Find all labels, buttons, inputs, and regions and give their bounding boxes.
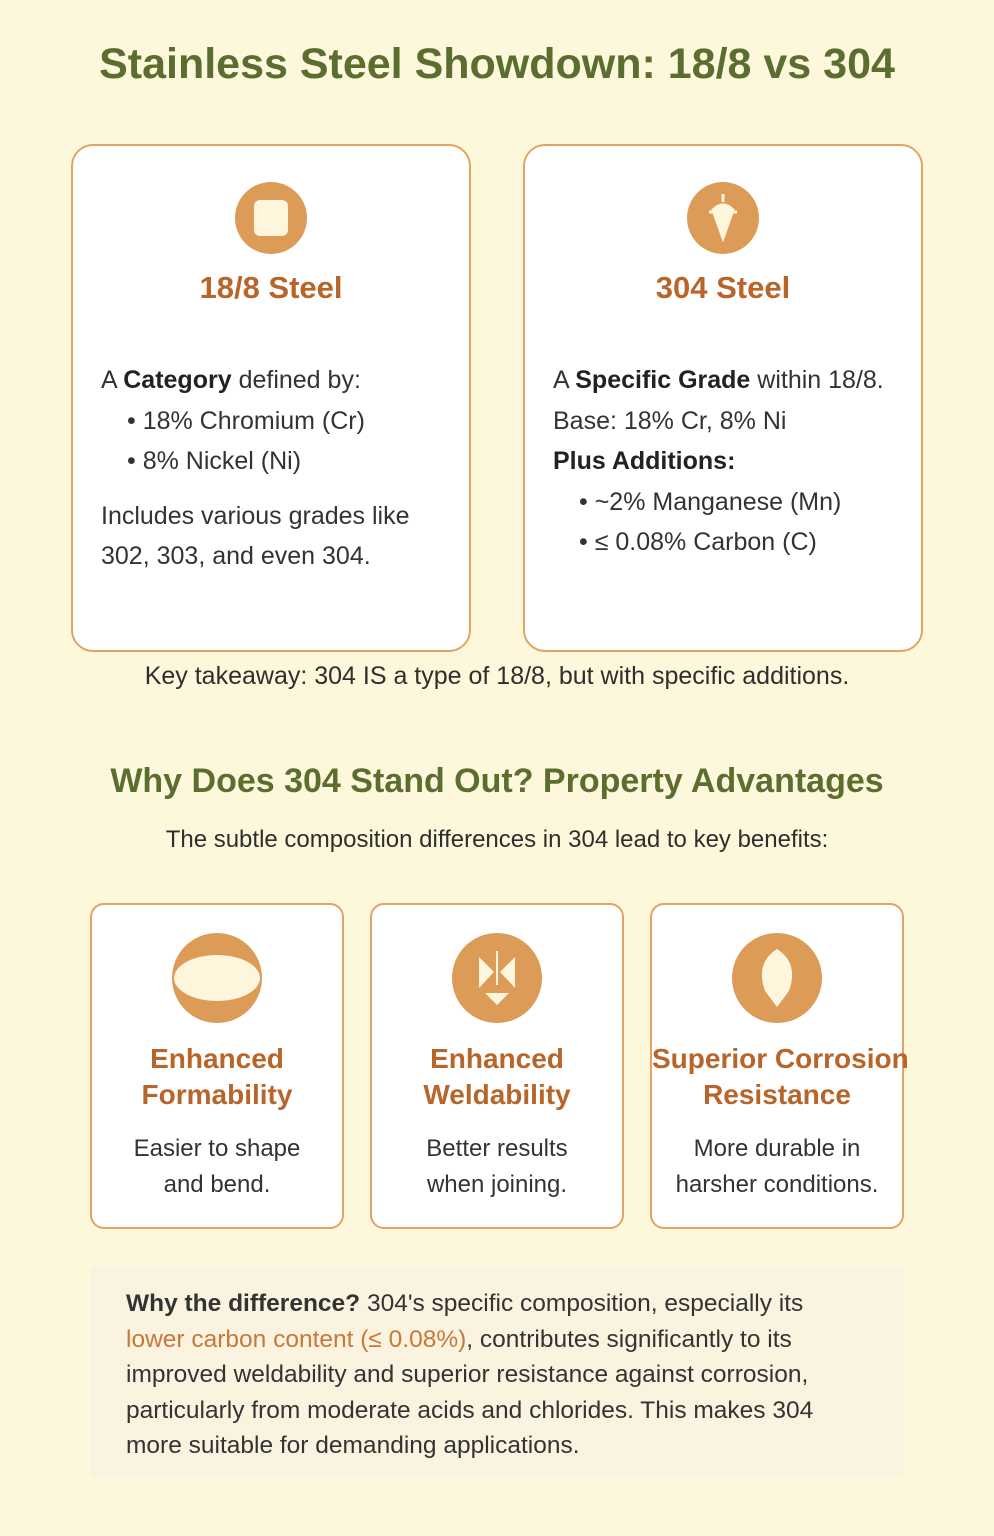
weld-icon [452, 933, 542, 1023]
base: Base: 18% Cr, 8% Ni [553, 406, 787, 435]
key-takeaway: Key takeaway: 304 IS a type of 18/8, but with specific additions. [144, 662, 850, 690]
benefit-corrosion [650, 903, 909, 1229]
benefit-title: Enhanced Weldability [423, 1043, 571, 1110]
square-icon [235, 182, 307, 254]
card-extra: Includes various grades like 302, 303, and even 304. [101, 501, 410, 570]
card-18-8 [71, 144, 471, 652]
bullet: • ~2% Manganese (Mn) [579, 487, 842, 516]
benefit-desc: Better results when joining. [426, 1135, 568, 1198]
section-subtitle: The subtle composition differences in 304 lead to key benefits: [165, 826, 829, 853]
explanation-note: Why the difference? 304's specific composition, especially its lower carbon content (≤ 0.08%), contributes significantly to its improved weldability and superior resistance against corrosion, particularly from moderate acids and chlorides. This makes 304 more suitable for demanding applications. [90, 1266, 904, 1478]
bullet: • 8% Nickel (Ni) [127, 447, 302, 475]
card-title: 304 Steel [655, 270, 791, 305]
benefit-desc: Easier to shape and bend. [133, 1135, 301, 1198]
card-body: A Category defined by: • 18% Chromium (Cr) • 8% Nickel (Ni) Includes various grades like 302, 303, and even 304. [101, 360, 461, 577]
bullet: • 18% Chromium (Cr) [127, 406, 365, 435]
ellipse-icon [172, 933, 262, 1023]
benefit-desc: More durable in harsher conditions. [675, 1135, 879, 1198]
card-body: A Specific Grade within 18/8. Base: 18% Cr, 8% Ni Plus Additions: • ~2% Manganese (Mn) • ≤ 0.08% Carbon (C) [553, 360, 953, 563]
benefit-title: Superior Corrosion Resistance [652, 1043, 909, 1110]
cone-icon [687, 182, 759, 254]
shield-leaf-icon [732, 933, 822, 1023]
highlight-text: lower carbon content (≤ 0.08%) [126, 1325, 467, 1353]
page-title: Stainless Steel Showdown: 18/8 vs 304 [99, 40, 895, 88]
bullet: • ≤ 0.08% Carbon (C) [579, 528, 817, 556]
section-title: Why Does 304 Stand Out? Property Advantages [110, 762, 884, 800]
card-304 [523, 144, 923, 652]
benefit-weldability [370, 903, 624, 1229]
benefit-formability [90, 903, 344, 1229]
benefit-title: Enhanced Formability [141, 1043, 293, 1110]
card-title: 18/8 Steel [199, 270, 343, 305]
additions-label: Plus Additions: [553, 447, 736, 475]
